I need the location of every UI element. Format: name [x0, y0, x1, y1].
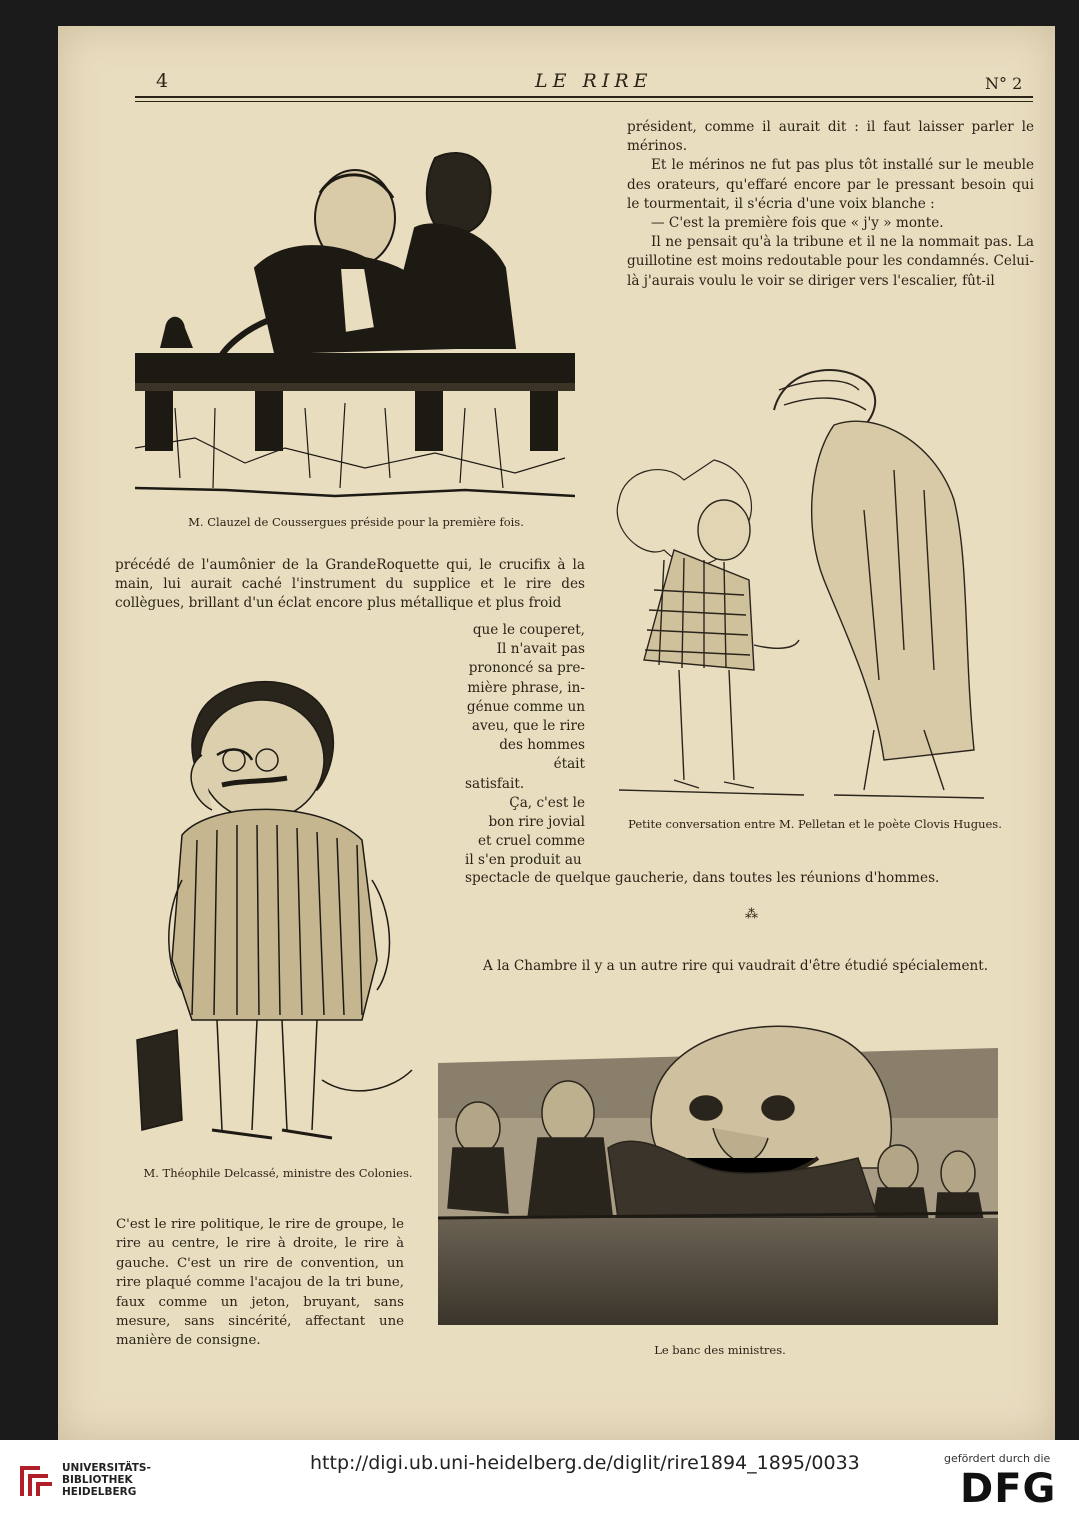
- line: bon rire jovial: [488, 814, 585, 831]
- university-name-line: BIBLIOTHEK: [62, 1474, 133, 1486]
- illustration-pelletan-hugues: [604, 350, 1018, 805]
- line: que le couperet,: [472, 622, 585, 638]
- header-rule-thick: [135, 96, 1033, 98]
- text-continued-line: spectacle de quelque gaucherie, dans toutes les réunions d'hommes.: [465, 870, 940, 886]
- text-bottom-left: C'est le rire politique, le rire de groupe, le rire au centre, le rire à droite, le rire à gauche. C'est un rire de convention, un rire plaqué comme l'acajou de la tri bune, faux comme un jeton, bruyant, sans mesure, sans sincérité, affectant une manière de consigne.: [116, 1217, 404, 1349]
- text-narrow-column: [465, 621, 585, 871]
- journal-title: LE RIRE: [535, 70, 653, 92]
- page-number: 4: [156, 70, 169, 92]
- illustration-delcasse: [122, 660, 434, 1150]
- university-name-line: UNIVERSITÄTS-: [62, 1462, 151, 1474]
- line: il s'en produit au: [465, 852, 582, 869]
- paragraph: — C'est la première fois que « j'y » monte.: [651, 215, 944, 232]
- university-name: [62, 1462, 151, 1498]
- university-logo-icon: [18, 1462, 54, 1500]
- text-right-top: [627, 118, 1034, 291]
- digital-library-url[interactable]: http://digi.ub.uni-heidelberg.de/diglit/rire1894_1895/0033: [310, 1452, 860, 1474]
- caption-pelletan: Petite conversation entre M. Pelletan et le poète Clovis Hugues.: [628, 817, 1002, 831]
- caption-clauzel: M. Clauzel de Coussergues préside pour la première fois.: [188, 515, 524, 529]
- text-left-middle: précédé de l'aumônier de la GrandeRoquette qui, le crucifix à la main, lui aurait caché l'instrument du supplice et le rire des collègues, brillant d'un éclat encore plus métallique et plus froid: [115, 557, 585, 612]
- issue-number: N° 2: [985, 74, 1023, 93]
- university-name-line: HEIDELBERG: [62, 1486, 137, 1498]
- line: des hommes était: [499, 737, 585, 773]
- line: génue comme un: [466, 698, 585, 715]
- illustration-clauzel: [135, 118, 575, 500]
- line: aveu, que le rire: [471, 718, 585, 735]
- line: Il n'avait pas: [496, 641, 585, 658]
- illustration-banc-ministres: [438, 1008, 998, 1325]
- caption-banc: Le banc des ministres.: [654, 1343, 786, 1357]
- line: et cruel comme: [477, 833, 585, 850]
- line: satisfait.: [465, 775, 525, 792]
- dinkus: ⁂: [745, 907, 758, 922]
- text-chambre: A la Chambre il y a un autre rire qui vaudrait d'être étudié spécialement.: [483, 958, 989, 974]
- line: mière phrase, in-: [467, 679, 585, 696]
- funded-by-label: gefördert durch die: [944, 1452, 1051, 1465]
- header-rule-thin: [135, 101, 1033, 102]
- paragraph: président, comme il aurait dit : il faut laisser parler le mérinos.: [627, 119, 1034, 155]
- paragraph: Et le mérinos ne fut pas plus tôt installé sur le meuble des orateurs, qu'effaré encore par le pressant besoin qui le tourmentait, il s'écria d'une voix blanche :: [627, 157, 1034, 212]
- dfg-logo: DFG: [960, 1466, 1057, 1512]
- line: Ça, c'est le: [509, 794, 585, 811]
- caption-delcasse: M. Théophile Delcassé, ministre des Colonies.: [143, 1166, 413, 1180]
- line: prononcé sa pre-: [468, 660, 585, 677]
- paragraph: Il ne pensait qu'à la tribune et il ne la nommait pas. La guillotine est moins redoutable pour les condamnés. Celui-là j'aurais voulu le voir se diriger vers l'escalier, fût-il: [627, 234, 1034, 289]
